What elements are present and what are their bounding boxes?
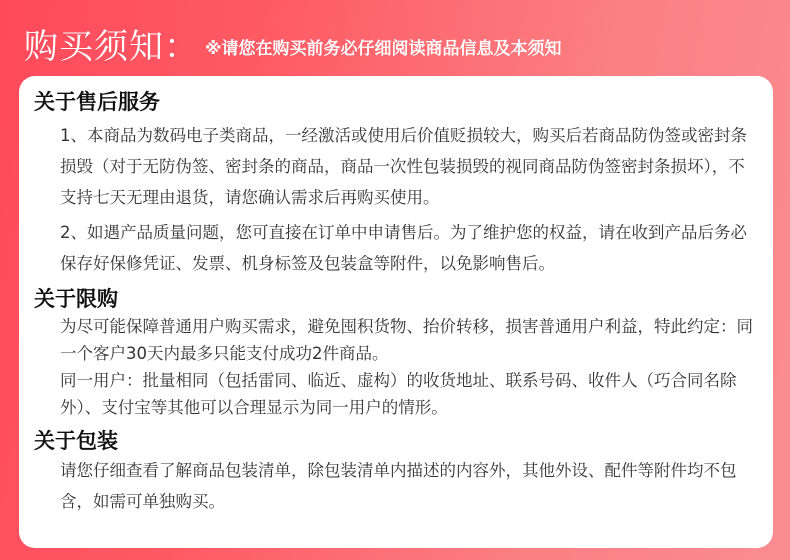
page-title: 购买须知：: [24, 26, 199, 67]
header-note: ※请您在购买前务必仔细阅读商品信息及本须知: [205, 38, 562, 59]
section-purchase-limit: [34, 285, 757, 421]
section-paragraph: 请您仔细查看了解商品包装清单，除包装清单内描述的内容外，其他外设、配件等附件均不包含，如需可单独购买。: [60, 461, 737, 511]
section-after-sales: [34, 88, 757, 279]
notice-card: [19, 76, 773, 548]
section-packaging: [34, 427, 757, 517]
section-title: 关于包装: [34, 429, 118, 453]
header: [24, 18, 562, 68]
section-paragraph: 同一用户：批量相同（包括雷同、临近、虚构）的收货地址、联系号码、收件人（巧合同名除外）、支付宝等其他可以合理显示为同一用户的情形。: [60, 371, 737, 417]
section-paragraph: 2、如遇产品质量问题，您可直接在订单中申请售后。为了维护您的权益，请在收到产品后务必保存好保修凭证、发票、机身标签及包装盒等附件，以免影响售后。: [60, 223, 747, 273]
section-title: 关于售后服务: [34, 90, 160, 114]
section-paragraph: 1、本商品为数码电子类商品，一经激活或使用后价值贬损较大，购买后若商品防伪签或密封条损毁（对于无防伪签、密封条的商品，商品一次性包装损毁的视同商品防伪签密封条损坏），不支持七天无理由退货，请您确认需求后再购买使用。: [60, 126, 747, 207]
section-paragraph: 为尽可能保障普通用户购买需求，避免囤积货物、抬价转移，损害普通用户利益，特此约定：同一个客户30天内最多只能支付成功2件商品。: [60, 317, 753, 363]
section-title: 关于限购: [34, 287, 118, 311]
